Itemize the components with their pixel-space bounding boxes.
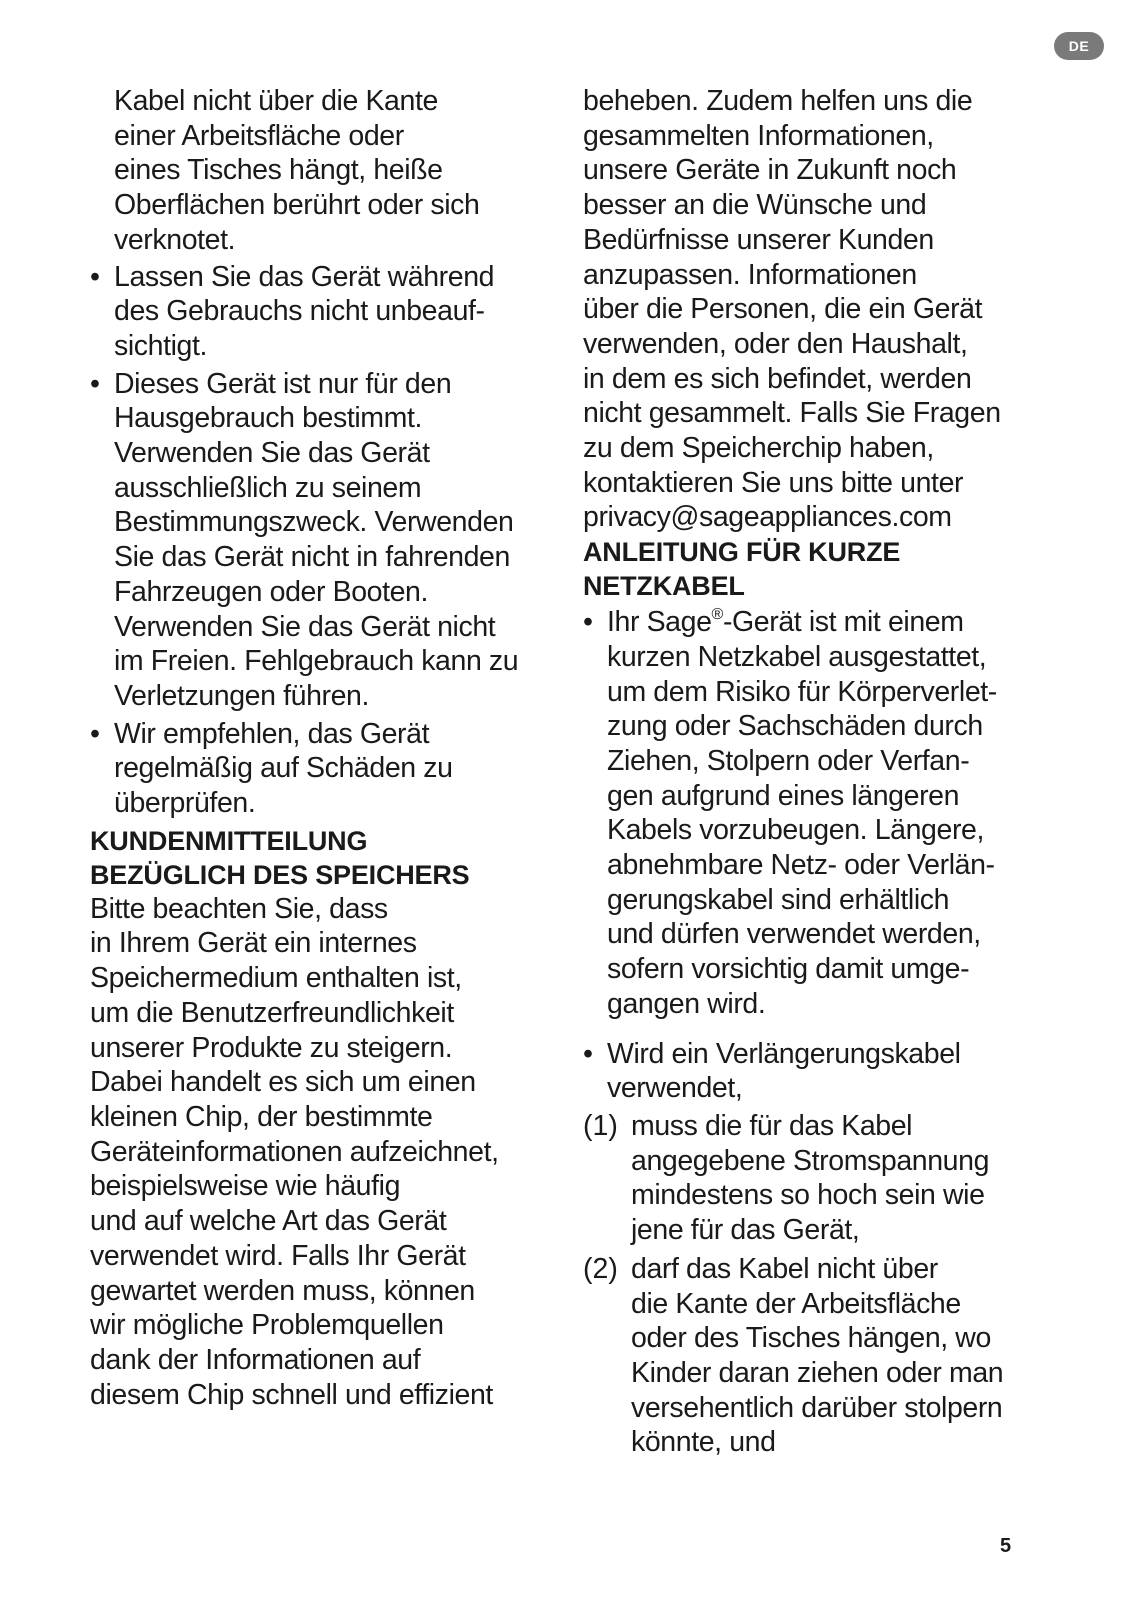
right-column [583,84,1043,1464]
registered-mark: ® [711,606,723,624]
left-column [90,84,552,1412]
bullet-text [607,605,1043,1021]
section-heading-short-cord: ANLEITUNG FÜR KURZE NETZKABEL [583,537,901,602]
numbered-item [583,1109,1043,1248]
bullet-text: Lassen Sie das Gerät während des Gebrauchs nicht unbeauf- sichtigt. [114,260,495,362]
page-number: 5 [1000,1535,1012,1557]
bullet-item [90,260,552,364]
bullet-item [583,605,1043,1021]
numbered-text: muss die für das Kabel angegebene Stromspannung mindestens so hoch sein wie jene für das Gerät, [631,1109,990,1247]
bullet-item [90,367,552,714]
memory-notice-paragraph: Bitte beachten Sie, dass in Ihrem Gerät ein internes Speichermedium enthalten ist, um die Benutzerfreundlichkeit unserer Produkte zu steigern. Dabei handelt es sich um einen kleinen Chip, der bestimmte Geräteinformationen aufzeichnet, beispielsweise wie häufig und auf welche Art das Gerät verwendet wird. Falls Ihr Gerät gewartet werden muss, können wir mögliche Problemquellen dank der Informationen auf diesem Chip schnell und effizient [90,892,499,1411]
bullet-text-prefix: Ihr Sage [607,606,712,639]
numbered-text: darf das Kabel nicht über die Kante der Arbeitsfläche oder des Tisches hängen, wo Kinder daran ziehen oder man versehentlich darüber stolpern könnte, und [631,1252,1004,1459]
bullet-marker: • [90,260,100,293]
bullet-item [90,717,552,821]
numbered-label: (2) [583,1252,618,1285]
bullet-text: Dieses Gerät ist nur für den Hausgebrauch bestimmt. Verwenden Sie das Gerät ausschließlich zu seinem Bestimmungszweck. Verwenden Sie das Gerät nicht in fahrenden Fahrzeugen oder Booten. Verwenden Sie das Gerät nicht im Freien. Fehlgebrauch kann zu Verletzungen führen. [114,367,519,712]
bullet-marker: • [90,367,100,400]
bullet-text-rest: -Gerät ist mit einem kurzen Netzkabel ausgestattet, um dem Risiko für Körperverlet- zung oder Sachschäden durch Ziehen, Stolpern oder Verfan- gen aufgrund eines längeren Kabels vorzubeugen. Längere, abnehmbare Netz- oder Verlän- gerungskabel sind erhältlich und dürfen verwendet werden, sofern vorsichtig damit umge- gangen wird. [607,606,997,1020]
bullet-marker: • [90,717,100,750]
bullet-text: Wir empfehlen, das Gerät regelmäßig auf Schäden zu überprüfen. [114,717,453,820]
bullet-marker: • [583,606,593,639]
bullet-item [583,1037,1043,1106]
language-badge: DE [1054,32,1104,60]
bullet-text: Wird ein Verlängerungskabel verwendet, [607,1037,961,1105]
continuation-text: Kabel nicht über die Kante einer Arbeitsfläche oder eines Tisches hängt, heiße Oberflächen berührt oder sich verknotet. [114,85,480,256]
numbered-item [583,1252,1043,1460]
bullet-marker: • [583,1037,593,1070]
section-heading-memory: KUNDENMITTEILUNG BEZÜGLICH DES SPEICHERS [90,825,470,890]
memory-notice-continued: beheben. Zudem helfen uns die gesammelten Informationen, unsere Geräte in Zukunft noch besser an die Wünsche und Bedürfnisse unserer Kunden anzupassen. Informationen über die Personen, die ein Gerät verwenden, oder den Haushalt, in dem es sich befindet, werden nicht gesammelt. Falls Sie Fragen zu dem Speicherchip haben, kontaktieren Sie uns bitte unter privacy@sageappliances.com [583,85,1001,534]
numbered-label: (1) [583,1109,618,1142]
